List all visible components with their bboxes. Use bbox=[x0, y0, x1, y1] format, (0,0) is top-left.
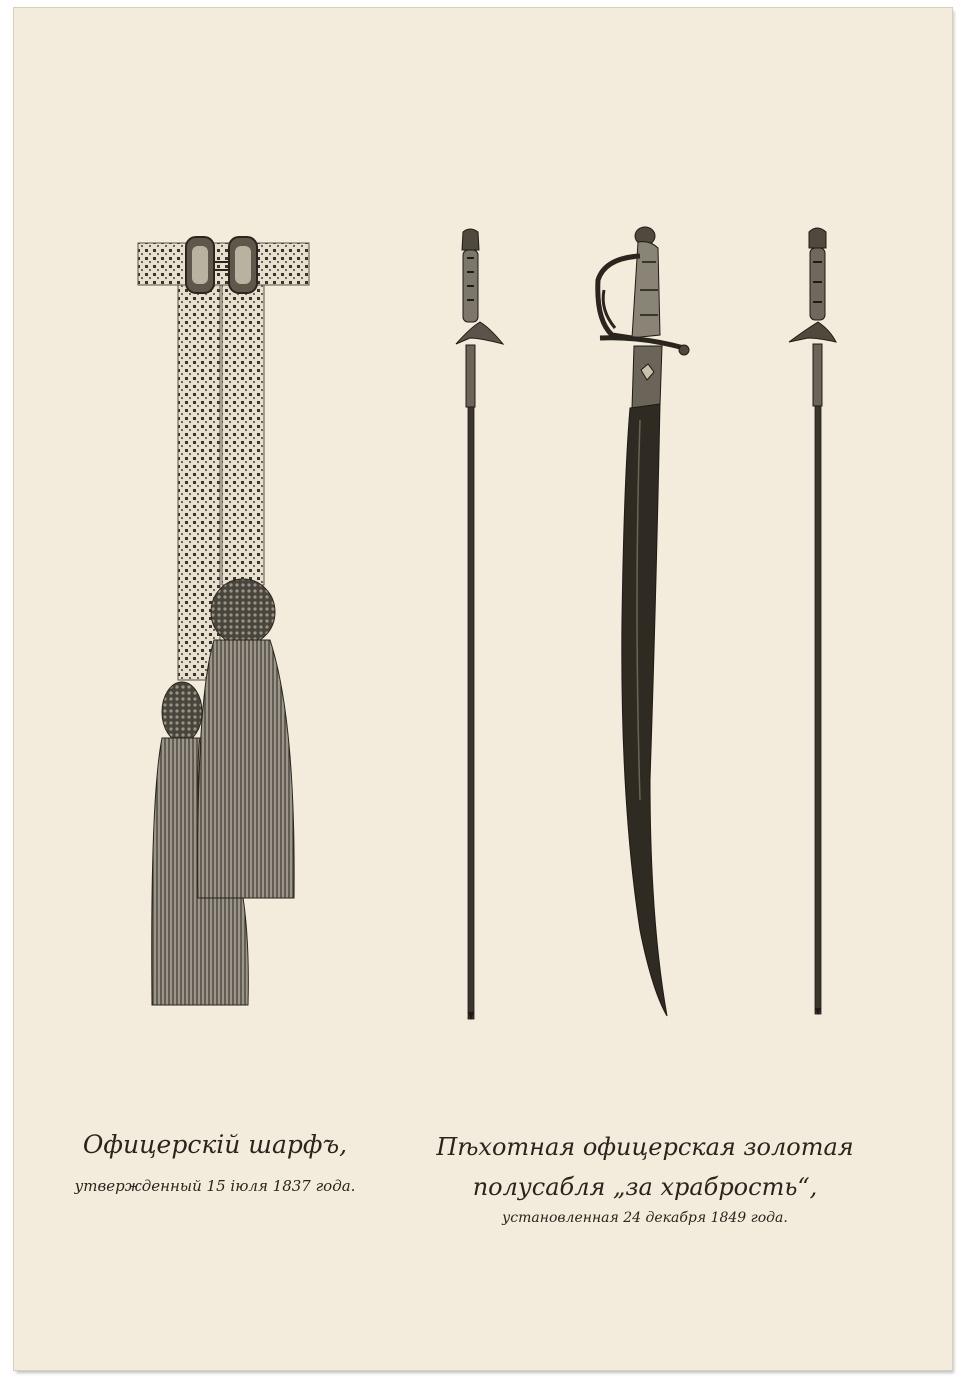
sash-caption-subtitle: утвержденный 15 іюля 1837 года. bbox=[74, 1177, 356, 1195]
sabre-caption-line2: полусабля „за храбрость“, bbox=[472, 1173, 818, 1201]
sash-strip-right bbox=[222, 285, 264, 585]
sword-right bbox=[789, 228, 836, 1015]
tassel-knot-left bbox=[162, 682, 202, 742]
sabre-caption-subtitle: установленная 24 декабря 1849 года. bbox=[502, 1210, 788, 1226]
tassel-fringe-right bbox=[198, 640, 294, 898]
tassel-knot-right bbox=[211, 579, 275, 645]
sabre-for-bravery bbox=[598, 227, 689, 1016]
sword-left bbox=[456, 229, 503, 1020]
sash-caption-title: Офицерскій шарфъ, bbox=[82, 1130, 348, 1159]
officer-sash bbox=[138, 237, 309, 1005]
sabre-caption-line1: Пѣхотная офицерская золотая bbox=[436, 1133, 854, 1161]
sash-horizontal-band bbox=[138, 243, 309, 285]
